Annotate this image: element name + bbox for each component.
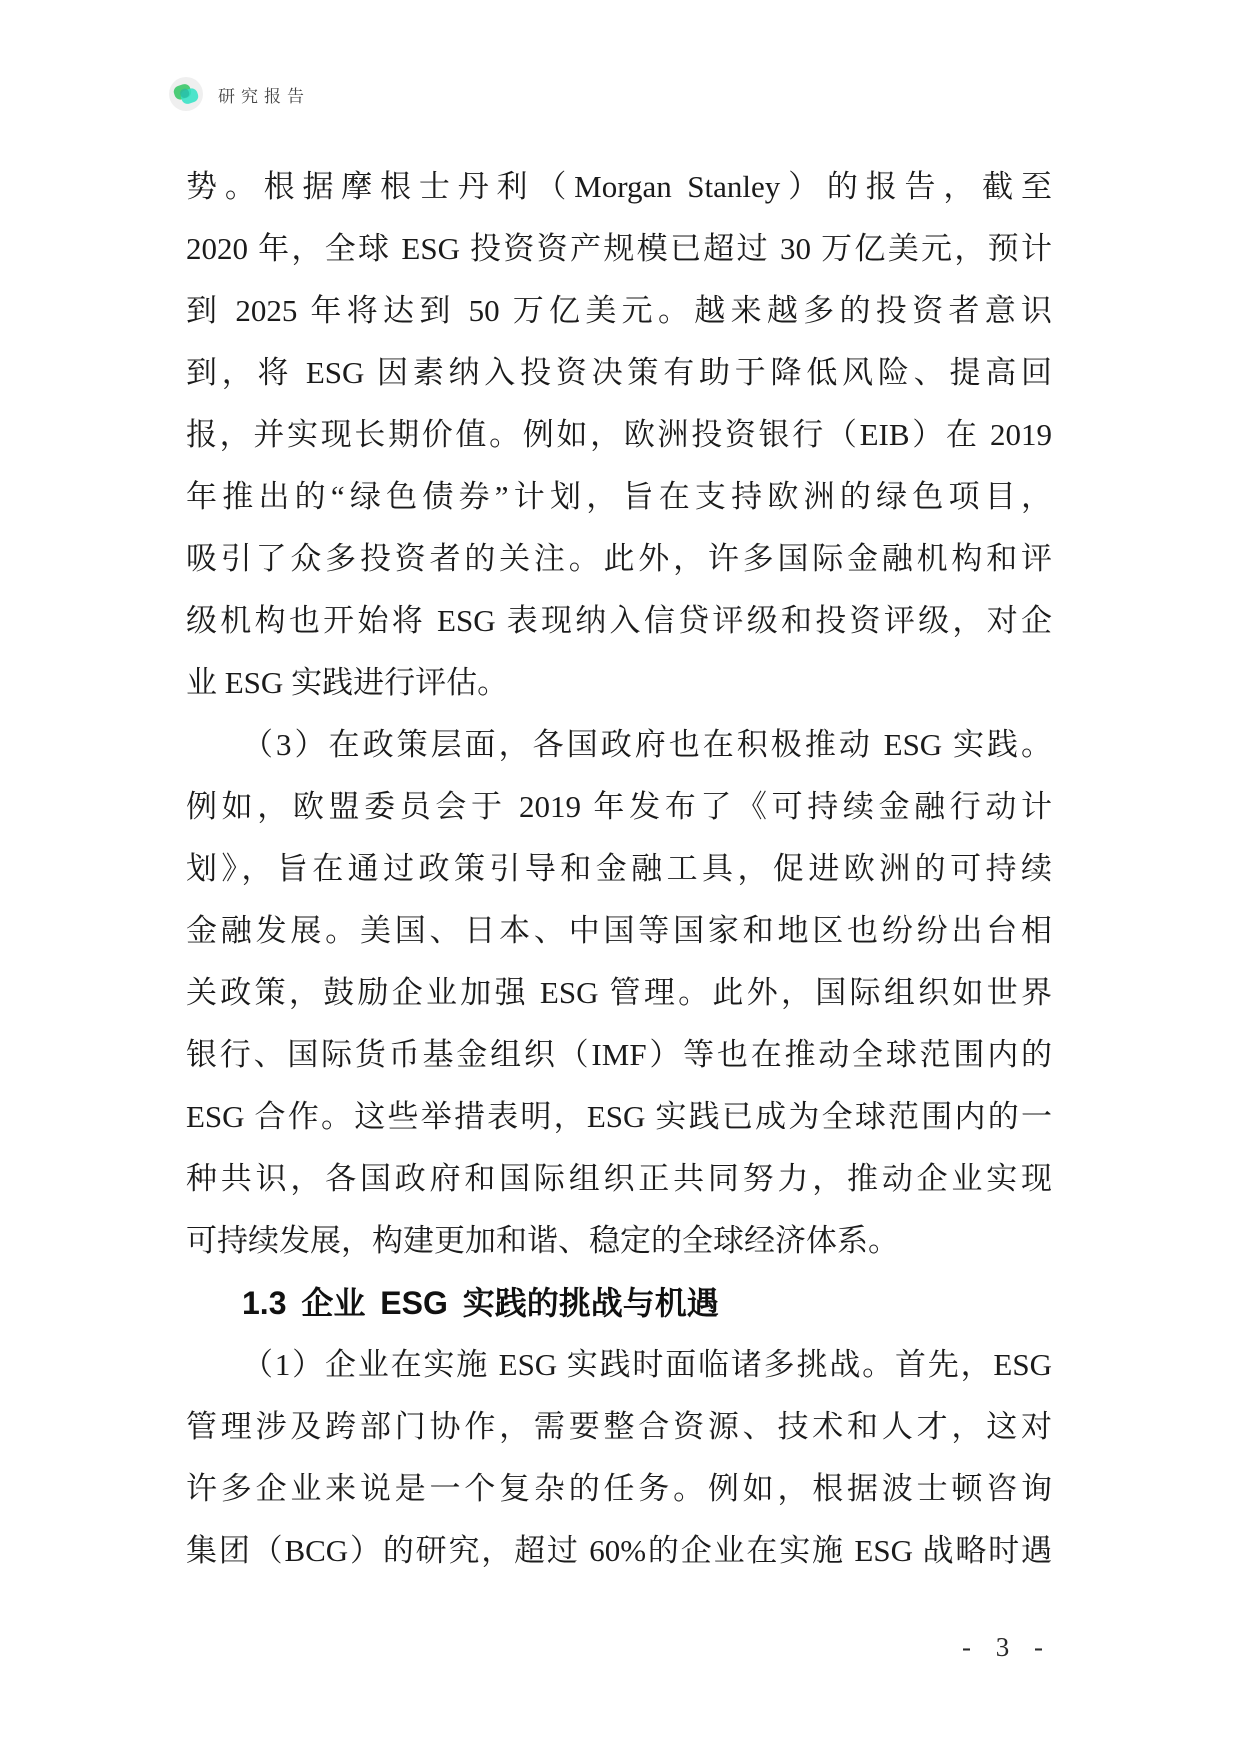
report-header: [168, 76, 310, 112]
logo-icon: [168, 76, 204, 112]
text-line: ESG 合作。这些举措表明，ESG 实践已成为全球范围内的一: [186, 1099, 1052, 1134]
text-line: 到，将 ESG 因素纳入投资决策有助于降低风险、提高回: [186, 355, 1052, 390]
text-line: 年推出的“绿色债券”计划，旨在支持欧洲的绿色项目，: [186, 479, 1052, 514]
text-line: 管理涉及跨部门协作，需要整合资源、技术和人才，这对: [186, 1409, 1052, 1444]
text-line: 种共识，各国政府和国际组织正共同努力，推动企业实现: [186, 1161, 1052, 1196]
text-line: （1）企业在实施 ESG 实践时面临诸多挑战。首先，ESG: [242, 1347, 1052, 1382]
text-line: 关政策，鼓励企业加强 ESG 管理。此外，国际组织如世界: [186, 975, 1052, 1010]
text-line: 到 2025 年将达到 50 万亿美元。越来越多的投资者意识: [186, 293, 1052, 328]
text-line: 集团（BCG）的研究，超过 60%的企业在实施 ESG 战略时遇: [186, 1533, 1052, 1568]
page-footer: [186, 1632, 1052, 1663]
text-line: 报，并实现长期价值。例如，欧洲投资银行（EIB）在 2019: [186, 417, 1052, 452]
brand-text: 研究报告: [218, 86, 310, 106]
text-line: （3）在政策层面，各国政府也在积极推动 ESG 实践。: [242, 727, 1052, 762]
text-line: 银行、国际货币基金组织（IMF）等也在推动全球范围内的: [186, 1037, 1052, 1072]
text-line: 例如，欧盟委员会于 2019 年发布了《可持续金融行动计: [186, 789, 1052, 824]
text-line: 划》，旨在通过政策引导和金融工具，促进欧洲的可持续: [186, 851, 1052, 886]
text-line: 金融发展。美国、日本、中国等国家和地区也纷纷出台相: [186, 913, 1052, 948]
text-line: 业 ESG 实践进行评估。: [186, 665, 509, 700]
text-line: 2020 年，全球 ESG 投资资产规模已超过 30 万亿美元，预计: [186, 231, 1052, 266]
document-body: [186, 156, 1052, 1582]
text-line: 吸引了众多投资者的关注。此外，许多国际金融机构和评: [186, 541, 1052, 576]
text-line: 可持续发展，构建更加和谐、稳定的全球经济体系。: [186, 1223, 899, 1258]
text-line: 级机构也开始将 ESG 表现纳入信贷评级和投资评级，对企: [186, 603, 1052, 638]
page-number: - 3 -: [962, 1632, 1052, 1662]
section-heading: 1.3 企业 ESG 实践的挑战与机遇: [242, 1285, 719, 1321]
text-line: 势。根据摩根士丹利（Morgan Stanley）的报告，截至: [186, 169, 1052, 204]
text-line: 许多企业来说是一个复杂的任务。例如，根据波士顿咨询: [186, 1471, 1052, 1506]
